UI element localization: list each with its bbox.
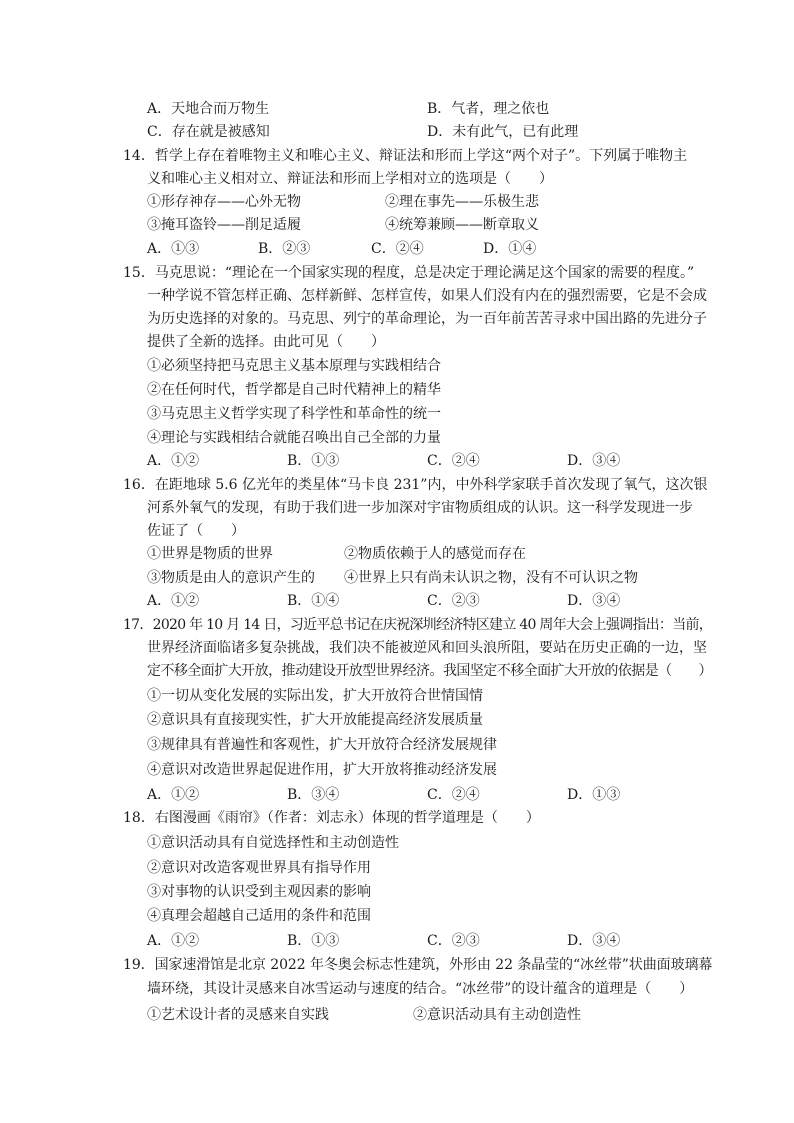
q16-stem-line-1: 16．在距地球 5.6 亿光年的类星体“马卡良 231”内，中外科学家联手首次发现了氧气，这次银 [123, 477, 708, 493]
q16-stem-line-3: 佐证了（ ） [147, 523, 245, 539]
q15-option-c: C．②④ [427, 453, 480, 469]
q17-option-b: B．③④ [287, 787, 340, 803]
q16-statement-1: ①世界是物质的世界 [147, 546, 273, 562]
q18-statement-1: ①意识活动具有自觉选择性和主动创造性 [147, 835, 399, 851]
q18-option-d: D．③④ [567, 933, 621, 949]
q13-option-d: D．未有此气，已有此理 [427, 124, 579, 140]
q17-stem-line-2: 世界经济面临诸多复杂挑战，我们决不能被逆风和回头浪所阻，要站在历史正确的一边，坚 [147, 640, 707, 656]
q16-option-b: B．①④ [287, 593, 340, 609]
q18-option-b: B．①③ [287, 933, 340, 949]
q17-option-a: A．①② [147, 787, 200, 803]
q15-stem-line-1: 15．马克思说：“理论在一个国家实现的程度，总是决定于理论满足这个国家的需要的程度。” [123, 265, 695, 281]
q16-statement-2: ②物质依赖于人的感觉而存在 [344, 546, 526, 562]
q13-option-b: B．气者，理之依也 [427, 101, 550, 117]
q17-statement-3: ③规律具有普遍性和客观性，扩大开放符合经济发展规律 [147, 737, 497, 753]
q15-statement-4: ④理论与实践相结合就能召唤出自己全部的力量 [147, 430, 441, 446]
q15-option-b: B．①③ [287, 453, 340, 469]
q15-stem-line-3: 为历史选择的对象的。马克思、列宁的革命理论，为一百年前苦苦寻求中国出路的先进分子 [147, 311, 707, 327]
q14-option-b: B．②③ [258, 241, 311, 257]
q16-statement-3: ③物质是由人的意识产生的 [147, 570, 315, 586]
q17-statement-1: ①一切从变化发展的实际出发，扩大开放符合世情国情 [147, 688, 483, 704]
q19-stem-line-1: 19．国家速滑馆是北京 2022 年冬奥会标志性建筑，外形由 22 条晶莹的“冰丝带”状曲面玻璃幕 [123, 957, 713, 973]
q16-stem-line-2: 河系外氧气的发现，有助于我们进一步加深对宇宙物质组成的认识。这一科学发现进一步 [147, 500, 693, 516]
q14-option-a: A．①③ [147, 241, 200, 257]
q17-option-d: D．①③ [567, 787, 621, 803]
q17-statement-2: ②意识具有直接现实性，扩大开放能提高经济发展质量 [147, 712, 483, 728]
q19-statement-2: ②意识活动具有主动创造性 [413, 1007, 581, 1023]
q15-stem-line-2: 一种学说不管怎样正确、怎样新鲜、怎样宣传，如果人们没有内在的强烈需要，它是不会成 [147, 288, 707, 304]
q14-statement-3: ③掩耳盗铃——削足适履 [147, 217, 301, 233]
q18-statement-4: ④真理会超越自己适用的条件和范围 [147, 908, 371, 924]
q14-option-d: D．①④ [483, 241, 537, 257]
q17-stem-line-3: 定不移全面扩大开放，推动建设开放型世界经济。我国坚定不移全面扩大开放的依据是（ ） [147, 663, 712, 679]
q14-statement-4: ④统筹兼顾——断章取义 [385, 217, 539, 233]
q15-option-d: D．③④ [567, 453, 621, 469]
q18-stem-line-1: 18．右图漫画《雨帘》（作者：刘志永）体现的哲学道理是（ ） [123, 810, 540, 826]
q15-statement-2: ②在任何时代，哲学都是自己时代精神上的精华 [147, 382, 441, 398]
q19-statement-1: ①艺术设计者的灵感来自实践 [147, 1007, 329, 1023]
q18-statement-3: ③对事物的认识受到主观因素的影响 [147, 884, 371, 900]
q15-option-a: A．①② [147, 453, 200, 469]
q13-option-c: C．存在就是被感知 [147, 124, 270, 140]
q14-statement-2: ②理在事先——乐极生悲 [385, 194, 539, 210]
q16-option-a: A．①② [147, 593, 200, 609]
q15-stem-line-4: 提供了全新的选择。由此可见（ ） [147, 334, 385, 350]
q15-statement-1: ①必须坚持把马克思主义基本原理与实践相结合 [147, 358, 441, 374]
q16-option-d: D．③④ [567, 593, 621, 609]
q18-option-a: A．①② [147, 933, 200, 949]
q17-stem-line-1: 17．2020 年 10 月 14 日，习近平总书记在庆祝深圳经济特区建立 40 周年大会上强调指出：当前， [123, 617, 713, 633]
q14-statement-1: ①形存神存——心外无物 [147, 194, 301, 210]
q16-statement-4: ④世界上只有尚未认识之物，没有不可认识之物 [344, 570, 638, 586]
q14-stem-line-1: 14．哲学上存在着唯物主义和唯心主义、辩证法和形而上学这“两个对子”。下列属于唯物主 [123, 148, 688, 164]
q18-option-c: C．②③ [427, 933, 480, 949]
q14-option-c: C．②④ [371, 241, 424, 257]
q18-statement-2: ②意识对改造客观世界具有指导作用 [147, 860, 371, 876]
q16-option-c: C．②③ [427, 593, 480, 609]
q14-stem-line-2: 义和唯心主义相对立、辩证法和形而上学相对立的选项是（ ） [147, 171, 553, 187]
q17-statement-4: ④意识对改造世界起促进作用，扩大开放将推动经济发展 [147, 762, 497, 778]
q13-option-a: A．天地合而万物生 [147, 101, 270, 117]
q15-statement-3: ③马克思主义哲学实现了科学性和革命性的统一 [147, 406, 441, 422]
q17-option-c: C．②④ [427, 787, 480, 803]
q19-stem-line-2: 墙环绕，其设计灵感来自冰雪运动与速度的结合。“冰丝带”的设计蕴含的道理是（ ） [147, 981, 694, 997]
